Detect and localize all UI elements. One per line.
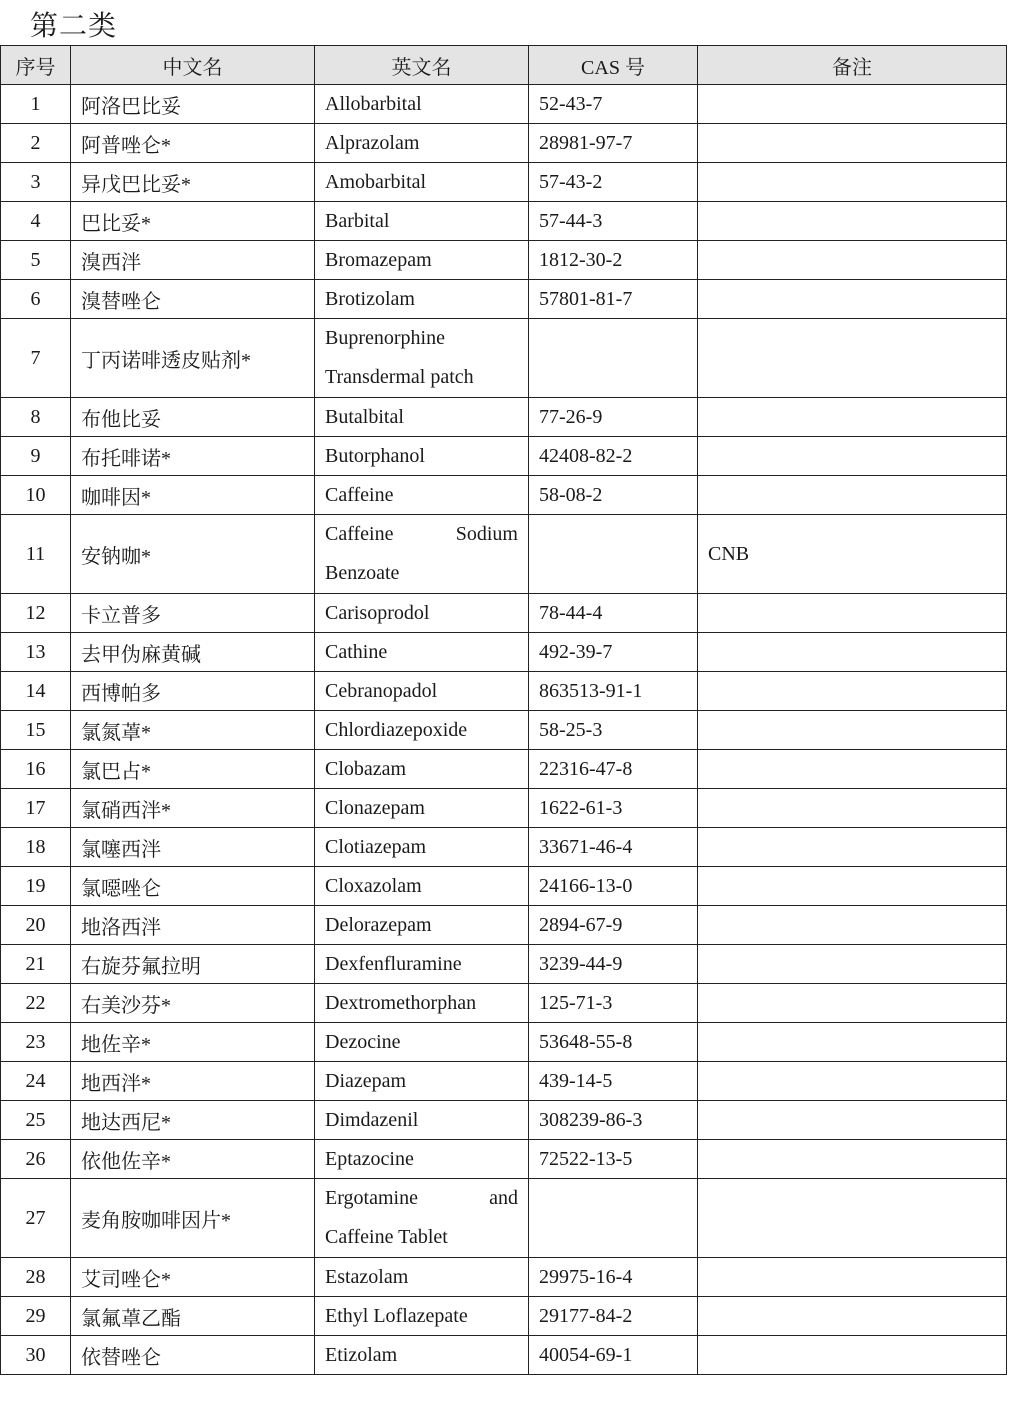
cell-chinese-name: 卡立普多: [71, 594, 315, 633]
cell-notes: [698, 984, 1007, 1023]
cell-notes: [698, 633, 1007, 672]
cell-notes: [698, 828, 1007, 867]
cell-notes: [698, 1062, 1007, 1101]
cell-notes: [698, 202, 1007, 241]
cell-english-name: Delorazepam: [315, 906, 529, 945]
cell-english-name: [315, 1179, 529, 1258]
cell-english-name: Amobarbital: [315, 163, 529, 202]
cell-english-name: Barbital: [315, 202, 529, 241]
cell-notes: [698, 867, 1007, 906]
cell-notes: [698, 319, 1007, 398]
cell-cas-number: 308239-86-3: [529, 1101, 698, 1140]
cell-seq: 20: [1, 906, 71, 945]
cell-notes: [698, 1023, 1007, 1062]
cell-seq: 30: [1, 1336, 71, 1375]
table-row: [1, 241, 1007, 280]
cell-seq: 19: [1, 867, 71, 906]
cell-seq: 4: [1, 202, 71, 241]
cell-chinese-name: 异戊巴比妥*: [71, 163, 315, 202]
table-row: [1, 1336, 1007, 1375]
cell-cas-number: 40054-69-1: [529, 1336, 698, 1375]
table-row: [1, 633, 1007, 672]
cell-notes: [698, 85, 1007, 124]
cell-english-name: Dextromethorphan: [315, 984, 529, 1023]
cell-seq: 9: [1, 437, 71, 476]
cell-english-name: Butorphanol: [315, 437, 529, 476]
cell-chinese-name: 麦角胺咖啡因片*: [71, 1179, 315, 1258]
english-name-line: Buprenorphine: [325, 327, 445, 349]
cell-cas-number: 57-43-2: [529, 163, 698, 202]
table-row: [1, 906, 1007, 945]
cell-cas-number: 1622-61-3: [529, 789, 698, 828]
cell-english-name: Eptazocine: [315, 1140, 529, 1179]
english-name-word: Ergotamine: [325, 1187, 418, 1209]
cell-cas-number: 53648-55-8: [529, 1023, 698, 1062]
cell-seq: 12: [1, 594, 71, 633]
cell-notes: [698, 594, 1007, 633]
english-name-word: Sodium: [455, 523, 518, 545]
cell-cas-number: 77-26-9: [529, 398, 698, 437]
cell-chinese-name: 氯氮䓬*: [71, 711, 315, 750]
cell-cas-number: 58-25-3: [529, 711, 698, 750]
cell-cas-number: 2894-67-9: [529, 906, 698, 945]
table-row: [1, 945, 1007, 984]
cell-english-name: [315, 515, 529, 594]
cell-chinese-name: 氯巴占*: [71, 750, 315, 789]
cell-chinese-name: 右旋芬氟拉明: [71, 945, 315, 984]
table-row: [1, 1258, 1007, 1297]
cell-english-name: Ethyl Loflazepate: [315, 1297, 529, 1336]
table-body: [1, 85, 1007, 1375]
cell-cas-number: 439-14-5: [529, 1062, 698, 1101]
cell-seq: 17: [1, 789, 71, 828]
cell-seq: 29: [1, 1297, 71, 1336]
cell-chinese-name: 地西泮*: [71, 1062, 315, 1101]
cell-notes: [698, 1101, 1007, 1140]
page-title: 第二类: [30, 9, 118, 42]
cell-cas-number: 29975-16-4: [529, 1258, 698, 1297]
cell-notes: [698, 672, 1007, 711]
cell-chinese-name: 地洛西泮: [71, 906, 315, 945]
cell-english-name: Cloxazolam: [315, 867, 529, 906]
cell-notes: [698, 1297, 1007, 1336]
cell-seq: 11: [1, 515, 71, 594]
cell-seq: 7: [1, 319, 71, 398]
header-english-name: 英文名: [315, 46, 529, 85]
cell-cas-number: 492-39-7: [529, 633, 698, 672]
cell-cas-number: 22316-47-8: [529, 750, 698, 789]
table-row: [1, 594, 1007, 633]
english-name-line: [325, 515, 518, 554]
header-chinese-name: 中文名: [71, 46, 315, 85]
cell-chinese-name: 地佐辛*: [71, 1023, 315, 1062]
table-row: [1, 319, 1007, 398]
cell-cas-number: 1812-30-2: [529, 241, 698, 280]
cell-english-name: Caffeine: [315, 476, 529, 515]
cell-cas-number: 28981-97-7: [529, 124, 698, 163]
cell-seq: 3: [1, 163, 71, 202]
header-seq: 序号: [1, 46, 71, 85]
english-name-word: Caffeine: [325, 523, 394, 545]
table-row: [1, 984, 1007, 1023]
table-header-row: [1, 46, 1007, 85]
cell-chinese-name: 巴比妥*: [71, 202, 315, 241]
cell-cas-number: 33671-46-4: [529, 828, 698, 867]
table-row: [1, 1140, 1007, 1179]
cell-chinese-name: 咖啡因*: [71, 476, 315, 515]
cell-chinese-name: 溴替唑仑: [71, 280, 315, 319]
cell-seq: 21: [1, 945, 71, 984]
cell-notes: [698, 476, 1007, 515]
table-row: [1, 1297, 1007, 1336]
cell-cas-number: 58-08-2: [529, 476, 698, 515]
cell-cas-number: [529, 515, 698, 594]
cell-notes: [698, 280, 1007, 319]
cell-english-name: Chlordiazepoxide: [315, 711, 529, 750]
substance-table: [0, 45, 1007, 1375]
table-row: [1, 85, 1007, 124]
cell-seq: 1: [1, 85, 71, 124]
cell-seq: 27: [1, 1179, 71, 1258]
table-row: [1, 828, 1007, 867]
english-name-line: Caffeine Tablet: [325, 1226, 448, 1248]
table-row: [1, 124, 1007, 163]
cell-english-name: Dimdazenil: [315, 1101, 529, 1140]
cell-chinese-name: 氯噻西泮: [71, 828, 315, 867]
table-row: [1, 867, 1007, 906]
cell-seq: 23: [1, 1023, 71, 1062]
english-name-line: [325, 1179, 518, 1218]
cell-seq: 24: [1, 1062, 71, 1101]
header-cas-number: CAS 号: [529, 46, 698, 85]
cell-chinese-name: 氯硝西泮*: [71, 789, 315, 828]
cell-english-name: Alprazolam: [315, 124, 529, 163]
cell-notes: [698, 906, 1007, 945]
english-name-line: Transdermal patch: [325, 366, 474, 388]
cell-chinese-name: 西博帕多: [71, 672, 315, 711]
cell-chinese-name: 右美沙芬*: [71, 984, 315, 1023]
cell-english-name: [315, 319, 529, 398]
cell-seq: 14: [1, 672, 71, 711]
cell-chinese-name: 去甲伪麻黄碱: [71, 633, 315, 672]
cell-seq: 18: [1, 828, 71, 867]
cell-notes: [698, 163, 1007, 202]
table-row: [1, 437, 1007, 476]
cell-chinese-name: 依替唑仑: [71, 1336, 315, 1375]
cell-notes: [698, 1336, 1007, 1375]
cell-english-name: Bromazepam: [315, 241, 529, 280]
cell-cas-number: 72522-13-5: [529, 1140, 698, 1179]
cell-chinese-name: 依他佐辛*: [71, 1140, 315, 1179]
table-row: [1, 476, 1007, 515]
cell-english-name: Allobarbital: [315, 85, 529, 124]
cell-notes: [698, 241, 1007, 280]
cell-notes: [698, 789, 1007, 828]
table-row: [1, 163, 1007, 202]
cell-cas-number: 3239-44-9: [529, 945, 698, 984]
cell-english-name: Cebranopadol: [315, 672, 529, 711]
cell-chinese-name: 艾司唑仑*: [71, 1258, 315, 1297]
cell-english-name: Cathine: [315, 633, 529, 672]
table-row: [1, 1101, 1007, 1140]
cell-seq: 13: [1, 633, 71, 672]
cell-notes: [698, 124, 1007, 163]
cell-english-name: Etizolam: [315, 1336, 529, 1375]
header-notes: 备注: [698, 46, 1007, 85]
cell-english-name: Dezocine: [315, 1023, 529, 1062]
cell-cas-number: 24166-13-0: [529, 867, 698, 906]
english-name-line: Benzoate: [325, 562, 400, 584]
table-row: [1, 398, 1007, 437]
cell-chinese-name: 阿洛巴比妥: [71, 85, 315, 124]
cell-seq: 25: [1, 1101, 71, 1140]
table-row: [1, 672, 1007, 711]
cell-chinese-name: 氯氟䓬乙酯: [71, 1297, 315, 1336]
cell-cas-number: [529, 1179, 698, 1258]
cell-cas-number: 78-44-4: [529, 594, 698, 633]
cell-seq: 16: [1, 750, 71, 789]
cell-seq: 22: [1, 984, 71, 1023]
cell-seq: 8: [1, 398, 71, 437]
cell-cas-number: 57801-81-7: [529, 280, 698, 319]
cell-notes: [698, 750, 1007, 789]
table-row: [1, 789, 1007, 828]
cell-seq: 6: [1, 280, 71, 319]
cell-english-name: Clobazam: [315, 750, 529, 789]
cell-notes: [698, 1179, 1007, 1258]
table-row: [1, 711, 1007, 750]
cell-notes: [698, 711, 1007, 750]
cell-notes: [698, 398, 1007, 437]
cell-notes: [698, 437, 1007, 476]
cell-chinese-name: 溴西泮: [71, 241, 315, 280]
cell-cas-number: 57-44-3: [529, 202, 698, 241]
table-row: [1, 280, 1007, 319]
table-row: [1, 515, 1007, 594]
table-row: [1, 1023, 1007, 1062]
cell-english-name: Estazolam: [315, 1258, 529, 1297]
cell-seq: 15: [1, 711, 71, 750]
cell-english-name: Diazepam: [315, 1062, 529, 1101]
table-row: [1, 1062, 1007, 1101]
cell-notes: CNB: [698, 515, 1007, 594]
cell-notes: [698, 1258, 1007, 1297]
cell-seq: 2: [1, 124, 71, 163]
cell-chinese-name: 氯噁唑仑: [71, 867, 315, 906]
cell-english-name: Dexfenfluramine: [315, 945, 529, 984]
cell-seq: 26: [1, 1140, 71, 1179]
cell-notes: [698, 945, 1007, 984]
cell-seq: 5: [1, 241, 71, 280]
cell-chinese-name: 安钠咖*: [71, 515, 315, 594]
table-row: [1, 1179, 1007, 1258]
cell-chinese-name: 布他比妥: [71, 398, 315, 437]
cell-cas-number: 863513-91-1: [529, 672, 698, 711]
cell-english-name: Brotizolam: [315, 280, 529, 319]
table-row: [1, 202, 1007, 241]
cell-cas-number: 29177-84-2: [529, 1297, 698, 1336]
cell-cas-number: 42408-82-2: [529, 437, 698, 476]
cell-chinese-name: 地达西尼*: [71, 1101, 315, 1140]
cell-english-name: Clotiazepam: [315, 828, 529, 867]
cell-notes: [698, 1140, 1007, 1179]
cell-english-name: Butalbital: [315, 398, 529, 437]
cell-cas-number: 52-43-7: [529, 85, 698, 124]
cell-chinese-name: 布托啡诺*: [71, 437, 315, 476]
cell-english-name: Carisoprodol: [315, 594, 529, 633]
cell-english-name: Clonazepam: [315, 789, 529, 828]
english-name-word: and: [489, 1187, 518, 1209]
cell-cas-number: [529, 319, 698, 398]
cell-chinese-name: 丁丙诺啡透皮贴剂*: [71, 319, 315, 398]
cell-seq: 28: [1, 1258, 71, 1297]
cell-seq: 10: [1, 476, 71, 515]
cell-cas-number: 125-71-3: [529, 984, 698, 1023]
table-row: [1, 750, 1007, 789]
cell-chinese-name: 阿普唑仑*: [71, 124, 315, 163]
